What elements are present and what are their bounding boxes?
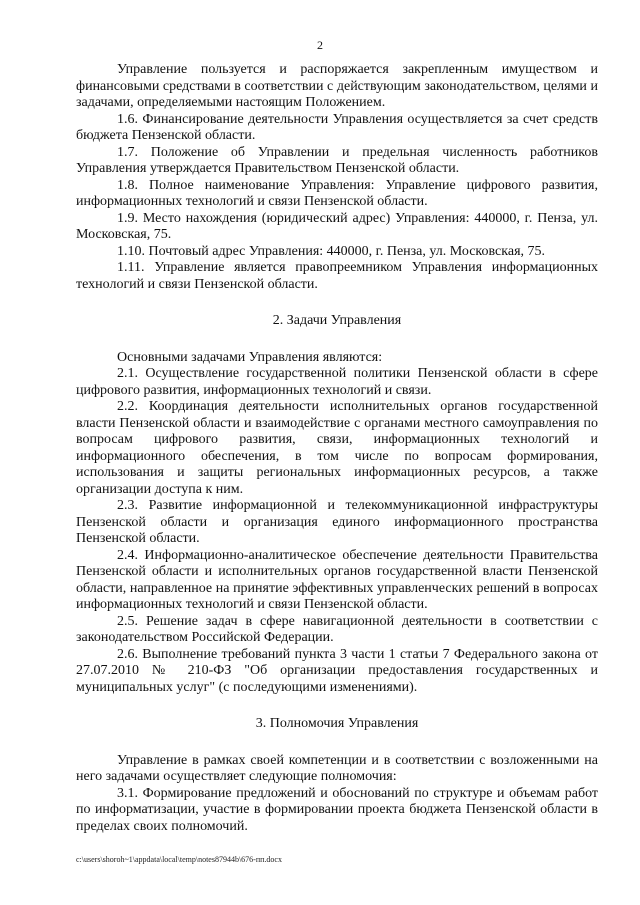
paragraph: 1.7. Положение об Управлении и предельная численность работников Управления утверждается Правительством Пензенской области.: [76, 144, 598, 176]
section-heading-powers: 3. Полномочия Управления: [255, 716, 419, 731]
paragraph: 1.9. Место нахождения (юридический адрес) Управления: 440000, г. Пенза, ул. Московская, 75.: [76, 210, 598, 242]
paragraph: Основными задачами Управления являются:: [117, 349, 383, 365]
paragraph: Управление в рамках своей компетенции и в соответствии с возложенными на него задачами осуществляет следующие полномочия:: [76, 752, 598, 784]
paragraph: 2.1. Осуществление государственной политики Пензенской области в сфере цифрового развития, информационных технологий и связи.: [76, 366, 598, 398]
paragraph: 2.6. Выполнение требований пункта 3 части 1 статьи 7 Федерального закона от 27.07.2010 № 210-ФЗ "Об организации предоставления государственных и муниципальных услуг" (с последующими изменениями).: [76, 646, 598, 695]
document-body: [76, 62, 598, 835]
paragraph: 2.4. Информационно-аналитическое обеспечение деятельности Правительства Пензенской области и исполнительных органов государственной власти Пензенской области, направленное на принятие эффективных управленческих решений в вопросах информационных технологий и связи Пензенской области.: [76, 547, 598, 612]
paragraph: 3.1. Формирование предложений и обоснований по структуре и объемам работ по информатизации, участие в формировании проекта бюджета Пензенской области в пределах своих полномочий.: [76, 785, 598, 834]
file-path-footer: c:\users\shoroh~1\appdata\local\temp\notes87944b\676-пп.docx: [76, 855, 282, 864]
paragraph: 1.6. Финансирование деятельности Управления осуществляется за счет средств бюджета Пензенской области.: [76, 111, 598, 143]
page-number: 2: [317, 38, 323, 52]
paragraph: 1.10. Почтовый адрес Управления: 440000, г. Пенза, ул. Московская, 75.: [117, 243, 546, 259]
paragraph: 2.2. Координация деятельности исполнительных органов государственной власти Пензенской области и взаимодействие с органами местного самоуправления по вопросам цифрового развития, связи, информационных технологий и информационного обеспечения, в том числе по вопросам формирования, использования и защиты региональных информационных ресурсов, а также организации доступа к ним.: [76, 399, 598, 497]
paragraph: Управление пользуется и распоряжается закрепленным имуществом и финансовыми средствами в соответствии с действующим законодательством, целями и задачами, определяемыми настоящим Положением.: [76, 62, 598, 110]
section-heading-tasks: 2. Задачи Управления: [272, 313, 402, 328]
paragraph: 1.11. Управление является правопреемником Управления информационных технологий и связи Пензенской области.: [76, 260, 598, 292]
paragraph: 1.8. Полное наименование Управления: Управление цифрового развития, информационных технологий и связи Пензенской области.: [76, 177, 598, 209]
paragraph: 2.5. Решение задач в сфере навигационной деятельности в соответствии с законодательством Российской Федерации.: [76, 613, 598, 645]
paragraph: 2.3. Развитие информационной и телекоммуникационной инфраструктуры Пензенской области и организация единого информационного пространства Пензенской области.: [76, 498, 598, 546]
